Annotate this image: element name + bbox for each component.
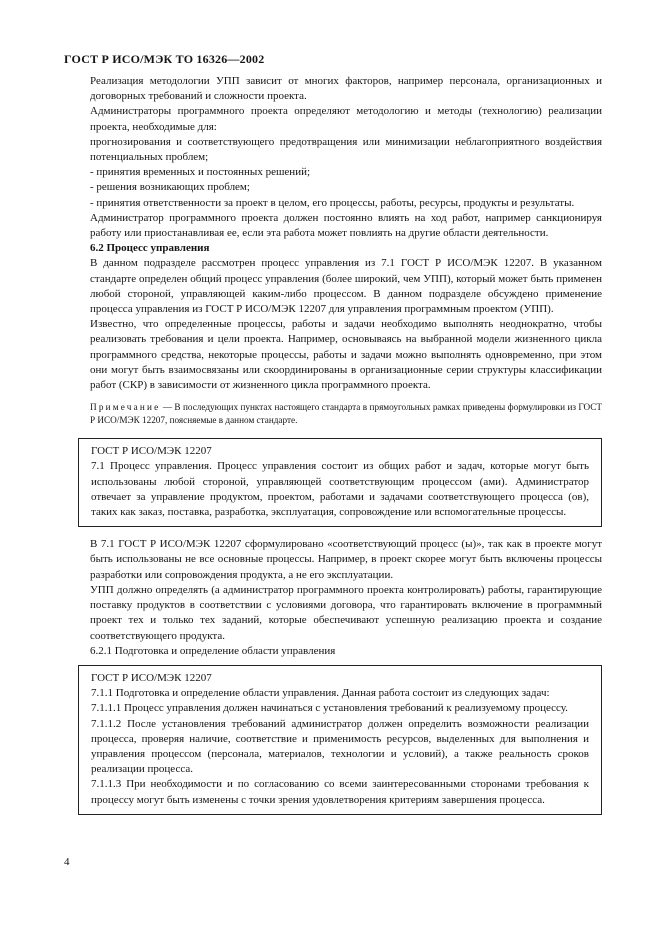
list-item: - решения возникающих проблем; [90, 181, 250, 194]
box-title: ГОСТ Р ИСО/МЭК 12207 [91, 671, 212, 684]
note-lead: Примечание [90, 402, 161, 413]
list-item: - принятия временных и постоянных решений; [90, 166, 311, 179]
box-item: 7.1.1.3 При необходимости и по согласованию со всеми заинтересованными сторонами требования к процессу могут быть изменены с точки зрения удовлетворения критериям завершения процесса. [91, 778, 589, 806]
paragraph: прогнозирования и соответствующего предотвращения или минимизации неблагоприятного воздействия потенциальных проблем; [90, 135, 602, 164]
paragraph: Администраторы программного проекта определяют методологию и методы (технологию) реализации проекта, необходимые для: [90, 105, 602, 133]
box-title: ГОСТ Р ИСО/МЭК 12207 [91, 445, 212, 458]
box-item: 7.1.1.1 Процесс управления должен начинаться с установления требований к реализуемому процессу. [91, 702, 568, 715]
paragraph: В данном подразделе рассмотрен процесс управления из 7.1 ГОСТ Р ИСО/МЭК 12207. В указанном стандарте определен общий процесс управления (более широкий, чем УПП), который может быть применен любой стороной, управляющей каким-либо процессом. В данном подразделе обсуждено применение процесса управления из ГОСТ Р ИСО/МЭК 12207 для управления программным проектом (УПП). [90, 257, 602, 316]
standard-box [78, 665, 602, 815]
note-text: — В последующих пунктах настоящего стандарта в прямоугольных рамках приведены формулировки из ГОСТ Р ИСО/МЭК 12207, поясняемые в данном стандарте. [90, 402, 602, 425]
paragraph: Администратор программного проекта должен постоянно влиять на ход работ, например санкционируя работу или приостанавливая ее, если эта работа может повлиять на другие области деятельности. [90, 211, 602, 240]
box-text: 7.1 Процесс управления. Процесс управления состоит из общих работ и задач, которые могут быть использованы любой стороной, управляющей соответствующим процессом (ами). Администратор отвечает за управление продуктом, проектом, работами и задачами соответствующего процесса (ов), таких как заказ, поставка, разработка, эксплуатация, сопровождение или вспомогательные процессы. [91, 460, 589, 519]
paragraph: УПП должно определять (а администратор программного проекта контролировать) работы, гарантирующие поставку продуктов в соответствии с условиями договора, что гарантировать включение в программный проект тех и только тех заданий, которые обеспечивают успешную реализацию проекта и создание соответствующего продукта. [90, 583, 602, 642]
note [90, 401, 602, 426]
section-title: 6.2 Процесс управления [90, 242, 210, 255]
paragraph: В 7.1 ГОСТ Р ИСО/МЭК 12207 сформулировано «соответствующий процесс (ы)», так как в проекте могут быть использованы не все основные процессы. Например, в проект скорее могут быть включены процессы разработки или сопровождения продукта, а не его эксплуатации. [90, 538, 602, 581]
subsection-title: 6.2.1 Подготовка и определение области управления [90, 644, 336, 657]
page-header: ГОСТ Р ИСО/МЭК ТО 16326—2002 [64, 52, 265, 66]
box-item: 7.1.1.2 После установления требований администратор должен определить возможности реализации процесса, проверяя наличие, соответствие и применимость ресурсов, выделенных для выполнения и управления процессом (персонала, материалов, технологии и условий), а также реальность сроков реализации процесса. [91, 717, 589, 776]
page-content [90, 74, 602, 825]
paragraph: Реализация методологии УПП зависит от многих факторов, например персонала, организационных и договорных требований и сложности проекта. [90, 75, 602, 103]
page-number: 4 [64, 856, 70, 868]
standard-box [78, 438, 602, 527]
paragraph: Известно, что определенные процессы, работы и задачи необходимо выполнять неоднократно, чтобы реализовать требования и цели проекта. Например, основываясь на выбранной модели жизненного цикла программного средства, некоторые процессы, работы и задачи можно выполнять одновременно, при этом они могут быть взаимосвязаны или скоординированы в организационные серии структуры классификации работ (СКР) в зависимости от жизненного цикла программного проекта. [90, 318, 602, 392]
box-item: 7.1.1 Подготовка и определение области управления. Данная работа состоит из следующих задач: [91, 687, 550, 700]
list-item: - принятия ответственности за проект в целом, его процессы, работы, ресурсы, продукты и результаты. [90, 196, 575, 209]
